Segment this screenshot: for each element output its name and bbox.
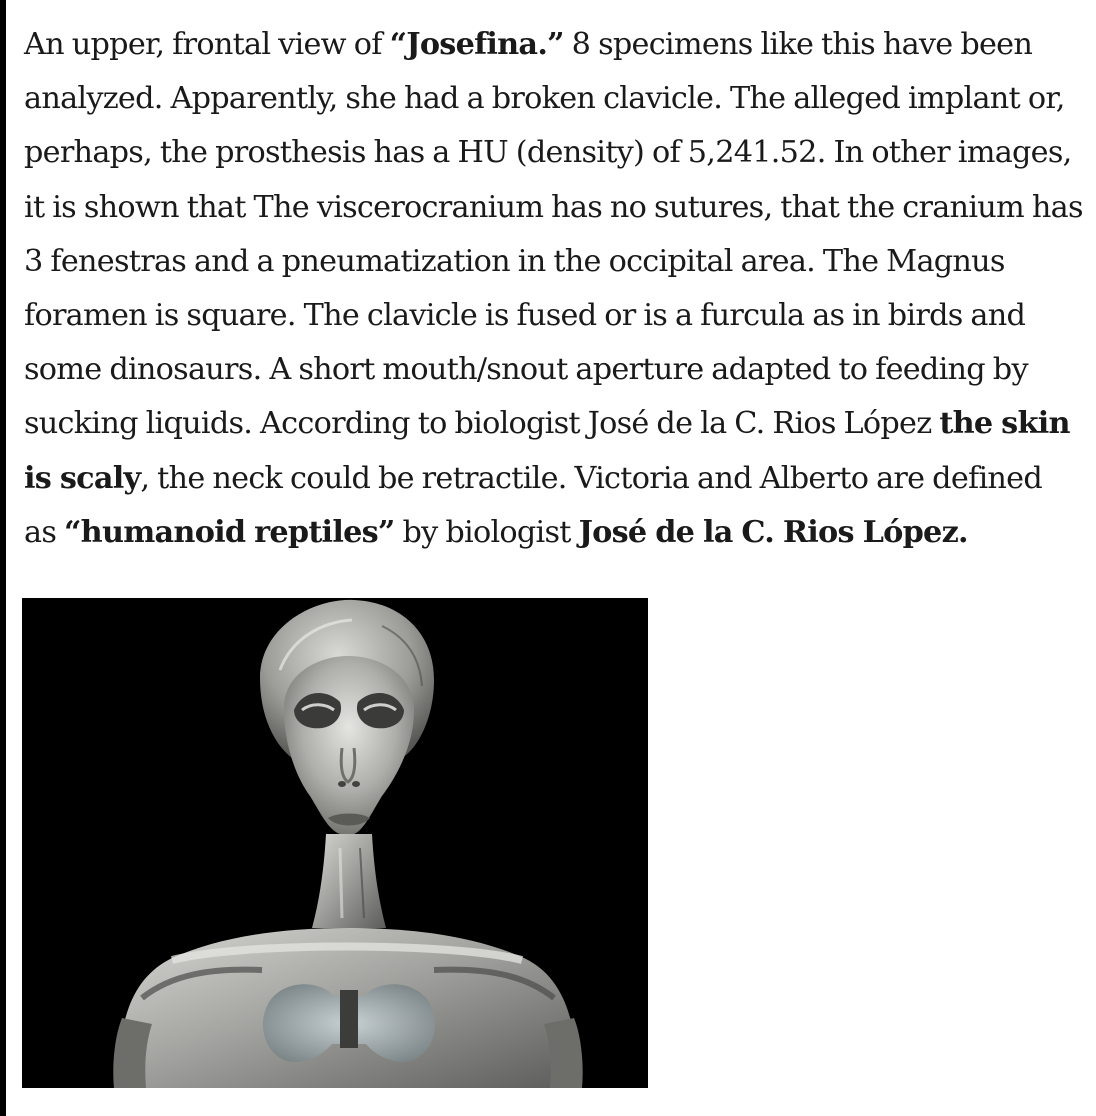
- text-line: [24, 235, 1096, 289]
- text-run: , the neck could be retractile. Victoria and Alberto are defined: [140, 460, 1042, 496]
- text-run: as: [24, 514, 64, 550]
- bold-phrase-humanoid-reptiles: “humanoid reptiles”: [64, 514, 395, 550]
- text-run: it is shown that The viscerocranium has no sutures, that the cranium has: [24, 189, 1083, 225]
- text-run: sucking liquids. According to biologist José de la C. Rios López: [24, 406, 940, 442]
- text-line: [24, 506, 1096, 560]
- article-paragraph: [24, 18, 1096, 560]
- text-run: foramen is square. The clavicle is fused or is a furcula as in birds and: [24, 298, 1026, 334]
- left-border-rule: [0, 0, 6, 1116]
- text-line: [24, 72, 1096, 126]
- neck-shape: [312, 834, 386, 928]
- text-run: An upper, frontal view of: [24, 27, 390, 62]
- text-run: 3 fenestras and a pneumatization in the occipital area. The Magnus: [24, 243, 1005, 279]
- specimen-name-josefina: “Josefina.”: [389, 27, 564, 62]
- article-body: [24, 18, 1096, 560]
- text-line: [24, 126, 1096, 180]
- text-run: some dinosaurs. A short mouth/snout aperture adapted to feeding by: [24, 352, 1028, 388]
- text-run: analyzed. Apparently, she had a broken clavicle. The alleged implant or,: [24, 81, 1065, 117]
- bold-phrase-skin: the skin: [939, 406, 1070, 442]
- text-line: [24, 289, 1096, 343]
- face-shape: [284, 656, 414, 834]
- bold-biologist-name: José de la C. Rios López.: [578, 514, 968, 550]
- text-line: [24, 18, 1096, 72]
- text-line: [24, 397, 1096, 451]
- ct-scan-illustration: [22, 598, 648, 1088]
- bold-phrase-scaly: is scaly: [24, 460, 141, 496]
- text-run: perhaps, the prosthesis has a HU (density) of 5,241.52. In other images,: [24, 135, 1072, 171]
- text-line: [24, 181, 1096, 235]
- text-run: by biologist: [394, 514, 579, 550]
- specimen-ct-scan-image: [22, 598, 648, 1088]
- text-line: [24, 343, 1096, 397]
- text-run: 8 specimens like this have been: [563, 27, 1033, 62]
- text-line: [24, 452, 1096, 506]
